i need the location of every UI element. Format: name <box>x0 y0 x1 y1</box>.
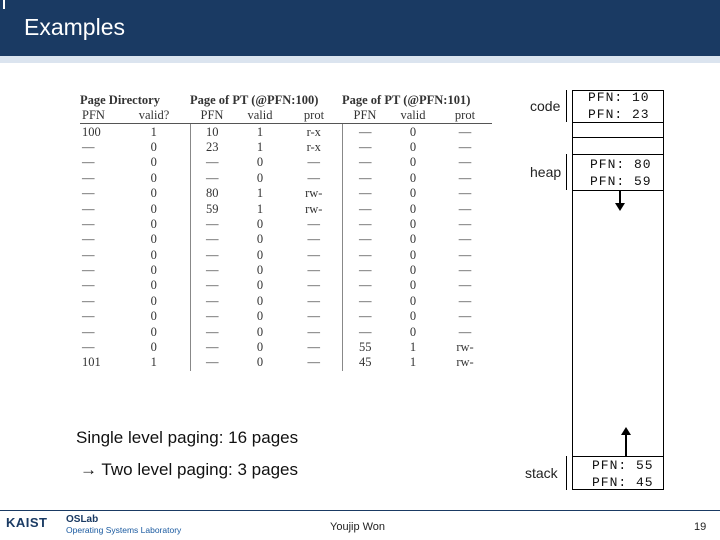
table-cell: 0 <box>409 155 417 170</box>
table-cell: 101 <box>82 355 101 370</box>
table-cell: 0 <box>409 170 417 185</box>
table-cell: 1 <box>150 355 157 370</box>
stack-brace <box>566 456 567 490</box>
table-cell: 0 <box>150 170 157 185</box>
table-cell: — <box>458 263 472 278</box>
group-header-row <box>80 93 492 108</box>
group-header-pt-101: Page of PT (@PFN:101) <box>342 93 471 107</box>
title-bar <box>0 0 720 56</box>
heap-label: heap <box>530 164 562 180</box>
table-cell: — <box>190 232 234 247</box>
table-cell: — <box>342 248 388 263</box>
table-cell: — <box>458 124 472 139</box>
table-cell: — <box>458 155 472 170</box>
table-cell: — <box>342 217 388 232</box>
column-header: PFN <box>80 108 118 124</box>
table-cell: — <box>82 186 95 201</box>
table-row <box>80 309 492 324</box>
table-cell: 1 <box>409 340 417 355</box>
table-cell: — <box>458 216 472 231</box>
table-cell: — <box>307 232 320 247</box>
column-header: valid <box>388 108 438 124</box>
table-cell: — <box>342 263 388 278</box>
table-cell: — <box>342 294 388 309</box>
table-cell: 0 <box>409 247 417 262</box>
table-cell: 80 <box>190 186 234 201</box>
table-cell: rw- <box>305 186 323 201</box>
table-cell: 0 <box>150 278 157 293</box>
table-cell: — <box>82 324 95 339</box>
table-cell: 0 <box>150 155 157 170</box>
column-header-row <box>80 108 492 124</box>
table-cell: r-x <box>306 124 321 139</box>
table-cell: — <box>307 247 320 262</box>
table-cell: 0 <box>256 309 264 324</box>
table-cell: — <box>190 155 234 170</box>
page-table <box>80 93 492 371</box>
table-cell: — <box>458 278 472 293</box>
table-cell: 0 <box>409 324 417 339</box>
table-cell: — <box>458 309 472 324</box>
table-cell: rw- <box>456 340 474 355</box>
table-cell: 0 <box>256 155 264 170</box>
table-cell: 0 <box>150 263 157 278</box>
table-cell: — <box>82 278 95 293</box>
table-cell: — <box>342 140 388 155</box>
column-header: prot <box>286 108 342 124</box>
footer-author: Youjip Won <box>330 521 386 533</box>
table-cell: 0 <box>409 216 417 231</box>
table-cell: 0 <box>150 139 157 154</box>
heap-brace <box>566 154 567 190</box>
table-cell: — <box>190 263 234 278</box>
code-gap-divider <box>572 137 664 138</box>
heap-pfn-2: PFN: 59 <box>590 174 652 189</box>
table-cell: 0 <box>256 355 264 370</box>
table-cell: — <box>190 248 234 263</box>
table-cell: — <box>307 309 320 324</box>
page-number: 19 <box>694 521 707 533</box>
code-label: code <box>530 98 561 114</box>
table-row <box>80 278 492 293</box>
table-cell: — <box>190 355 234 370</box>
table-cell: 1 <box>150 124 157 139</box>
table-cell: — <box>190 217 234 232</box>
table-cell: 0 <box>150 340 157 355</box>
two-level-text: → Two level paging: 3 pages <box>80 460 298 479</box>
table-cell: — <box>342 324 388 339</box>
title-bar-marker <box>3 0 5 9</box>
table-row <box>80 171 492 186</box>
table-row <box>80 186 492 201</box>
table-cell: — <box>82 201 95 216</box>
code-pfn-1: PFN: 10 <box>588 90 650 105</box>
table-cell: — <box>82 309 95 324</box>
column-header: valid? <box>118 108 190 124</box>
table-row <box>80 324 492 339</box>
table-cell: 0 <box>150 309 157 324</box>
stack-label: stack <box>525 465 558 481</box>
oslab-logo-subtitle: Operating Systems Laboratory <box>66 525 182 535</box>
table-cell: — <box>342 155 388 170</box>
table-row <box>80 294 492 309</box>
table-row <box>80 232 492 247</box>
table-cell: 0 <box>256 324 264 339</box>
table-cell: — <box>342 186 388 201</box>
table-cell: — <box>82 247 95 262</box>
table-cell: — <box>307 340 320 355</box>
table-cell: — <box>82 232 95 247</box>
table-cell: — <box>458 247 472 262</box>
table-row <box>80 263 492 278</box>
heap-top-divider <box>572 154 664 155</box>
table-cell: 0 <box>256 247 264 262</box>
table-cell: — <box>307 355 320 370</box>
table-cell: 0 <box>150 324 157 339</box>
table-cell: r-x <box>306 139 321 154</box>
heap-grow-arrowhead <box>615 203 625 211</box>
table-cell: 0 <box>150 293 157 308</box>
code-divider <box>572 122 664 123</box>
table-cell: 59 <box>190 201 234 216</box>
table-cell: — <box>458 139 472 154</box>
table-cell: 45 <box>342 355 388 370</box>
table-cell: — <box>190 294 234 309</box>
table-cell: 0 <box>150 216 157 231</box>
table-cell: 55 <box>342 340 388 355</box>
table-cell: — <box>342 124 388 140</box>
table-cell: — <box>342 201 388 216</box>
group-header-pt-100: Page of PT (@PFN:100) <box>190 93 319 107</box>
table-cell: — <box>82 216 95 231</box>
table-cell: — <box>458 201 472 216</box>
table-cell: 0 <box>409 293 417 308</box>
table-cell: 23 <box>190 140 234 155</box>
code-brace <box>566 90 567 122</box>
table-cell: 0 <box>150 201 157 216</box>
table-row <box>80 355 492 370</box>
table-cell: 0 <box>256 263 264 278</box>
stack-pfn-2: PFN: 45 <box>592 475 654 490</box>
table-cell: 1 <box>256 201 264 216</box>
stack-pfn-1: PFN: 55 <box>592 458 654 473</box>
table-cell: — <box>342 309 388 324</box>
group-header-page-directory: Page Directory <box>80 93 160 107</box>
table-cell: — <box>82 340 95 355</box>
stack-top-divider <box>572 456 664 457</box>
table-cell: — <box>307 324 320 339</box>
table-cell: 0 <box>409 309 417 324</box>
table-row <box>80 217 492 232</box>
table-cell: 0 <box>256 232 264 247</box>
table-cell: 0 <box>409 139 417 154</box>
table-cell: — <box>342 171 388 186</box>
table-cell: 0 <box>409 278 417 293</box>
table-cell: — <box>190 171 234 186</box>
table-cell: — <box>307 293 320 308</box>
table-cell: 0 <box>256 340 264 355</box>
table-cell: rw- <box>456 355 474 370</box>
table-cell: 0 <box>409 263 417 278</box>
table-cell: 0 <box>409 232 417 247</box>
column-header: prot <box>438 108 492 124</box>
table-cell: 0 <box>256 170 264 185</box>
table-row <box>80 155 492 170</box>
table-cell: 100 <box>82 124 101 139</box>
table-cell: 0 <box>150 247 157 262</box>
table-cell: — <box>82 170 95 185</box>
table-cell: 0 <box>256 278 264 293</box>
table-cell: — <box>342 232 388 247</box>
table-cell: 0 <box>256 216 264 231</box>
oslab-logo-title: OSLab <box>66 514 99 525</box>
column-header: PFN <box>190 108 234 124</box>
table-cell: — <box>190 309 234 324</box>
heap-bottom-divider <box>572 190 664 191</box>
table-cell: — <box>307 263 320 278</box>
table-cell: — <box>307 216 320 231</box>
table-cell: — <box>342 278 388 293</box>
table-cell: 0 <box>409 186 417 201</box>
table-cell: — <box>458 170 472 185</box>
table-cell: 0 <box>150 232 157 247</box>
table-cell: 1 <box>256 124 264 139</box>
table-cell: 10 <box>190 124 234 140</box>
table-cell: — <box>458 324 472 339</box>
heap-grow-arrow <box>619 190 621 204</box>
table-row <box>80 201 492 216</box>
table-cell: 1 <box>256 186 264 201</box>
table-cell: — <box>190 324 234 339</box>
code-pfn-2: PFN: 23 <box>588 107 650 122</box>
stack-grow-arrow <box>625 434 627 456</box>
footer-rule <box>0 510 720 511</box>
table-cell: — <box>82 293 95 308</box>
table-cell: 1 <box>409 355 417 370</box>
table-cell: — <box>307 155 320 170</box>
table-row <box>80 340 492 355</box>
table-cell: 1 <box>256 139 264 154</box>
column-header: valid <box>234 108 286 124</box>
kaist-logo: KAIST <box>6 515 48 530</box>
table-cell: — <box>458 232 472 247</box>
table-cell: — <box>307 170 320 185</box>
table-row <box>80 124 492 140</box>
column-header: PFN <box>342 108 388 124</box>
table-cell: 0 <box>409 201 417 216</box>
table-cell: — <box>458 293 472 308</box>
table-row <box>80 248 492 263</box>
table-cell: — <box>82 139 95 154</box>
single-level-text: Single level paging: 16 pages <box>76 428 299 447</box>
table-cell: 0 <box>150 186 157 201</box>
table-cell: — <box>190 340 234 355</box>
table-cell: 0 <box>409 124 417 139</box>
table-cell: — <box>82 155 95 170</box>
address-space-box <box>572 90 664 490</box>
title-underline <box>0 56 720 63</box>
heap-pfn-1: PFN: 80 <box>590 157 652 172</box>
slide-title: Examples <box>24 14 125 40</box>
table-row <box>80 140 492 155</box>
oslab-logo <box>66 514 181 536</box>
table-cell: — <box>82 263 95 278</box>
table-cell: rw- <box>305 201 323 216</box>
table-cell: 0 <box>256 293 264 308</box>
table-cell: — <box>307 278 320 293</box>
table-cell: — <box>190 278 234 293</box>
table-cell: — <box>458 186 472 201</box>
